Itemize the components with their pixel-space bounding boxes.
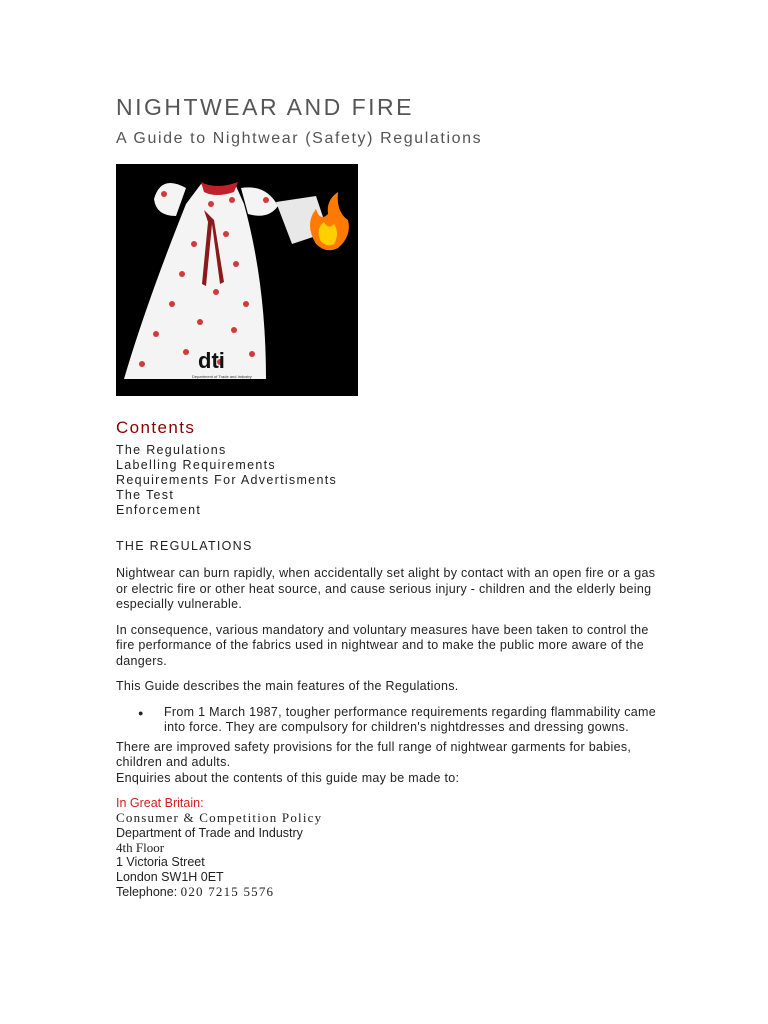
document-page [116, 92, 656, 900]
document-subtitle: A Guide to Nightwear (Safety) Regulations [116, 130, 483, 147]
contact-phone-number[interactable]: 020 7215 5576 [180, 883, 275, 899]
toc-item-regulations[interactable]: The Regulations [116, 443, 227, 457]
contact-line-5: London SW1H 0ET [116, 870, 224, 885]
toc-item-test[interactable]: The Test [116, 488, 175, 502]
dti-logo-subtext: Department of Trade and Industry [192, 374, 252, 379]
contents-heading: Contents [116, 418, 196, 437]
contact-address [116, 811, 656, 900]
table-of-contents [116, 443, 656, 518]
regulations-paragraph-3: This Guide describes the main features of the Regulations. [116, 679, 459, 693]
contact-phone [116, 885, 656, 900]
toc-item-labelling[interactable]: Labelling Requirements [116, 458, 276, 472]
contact-line-4: 1 Victoria Street [116, 855, 205, 870]
regulations-paragraph-5: Enquiries about the contents of this guide may be made to: [116, 770, 460, 785]
nightdress-illustration [116, 164, 358, 396]
contact-line-2: Department of Trade and Industry [116, 825, 303, 840]
regulations-paragraph-4: There are improved safety provisions for the full range of nightwear garments for babies, children and adults. [116, 739, 632, 769]
document-title: NIGHTWEAR AND FIRE [116, 94, 415, 120]
regulations-bullet-1: ● From 1 March 1987, tougher performance requirements regarding flammability came into force. They are compulsory for children's nightdresses and dressing gowns. [164, 705, 656, 736]
contact-line-3: 4th Floor [116, 839, 165, 855]
cover-image [116, 164, 358, 396]
contact-phone-label: Telephone: [116, 884, 181, 899]
contact-region: In Great Britain: [116, 796, 204, 810]
regulations-paragraph-2: In consequence, various mandatory and voluntary measures have been taken to control the fire performance of the fabrics used in nightwear and to make the public more aware of the dangers. [116, 622, 649, 668]
regulations-heading: THE REGULATIONS [116, 539, 253, 553]
regulations-paragraph-1: Nightwear can burn rapidly, when accidentally set alight by contact with an open fire or a gas or electric fire or other heat source, and cause serious injury - children and the elderly being especially vulnerable. [116, 566, 656, 611]
toc-item-enforcement[interactable]: Enforcement [116, 503, 202, 517]
contact-line-1: Consumer & Competition Policy [116, 810, 323, 825]
toc-item-advertisments[interactable]: Requirements For Advertisments [116, 473, 338, 487]
dti-logo: dti [198, 348, 225, 373]
regulations-bullet-list [116, 705, 656, 736]
